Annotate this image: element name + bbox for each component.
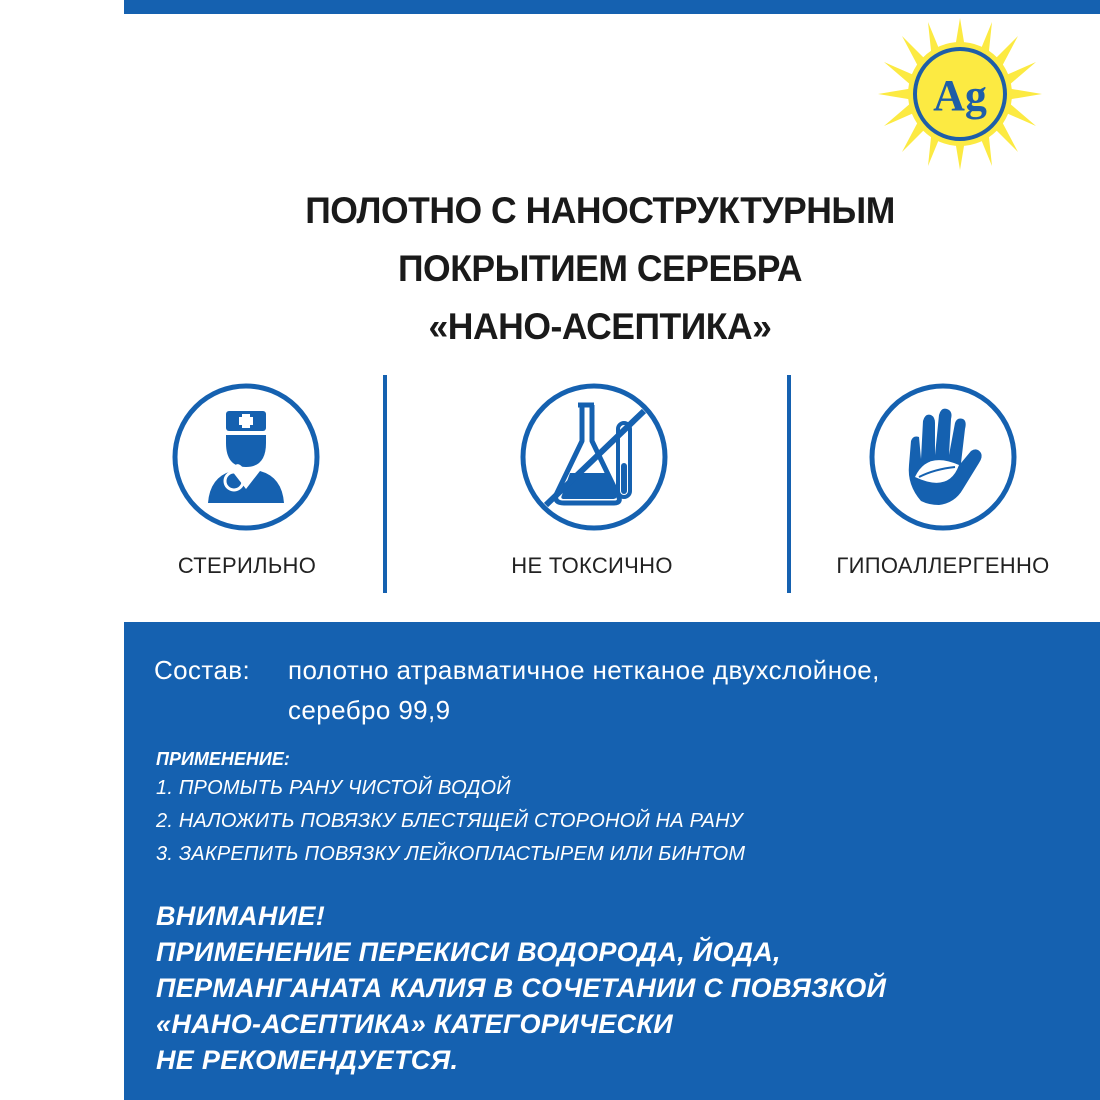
title-line-3: «НАНО-АСЕПТИКА» [428,306,772,347]
product-title [143,182,1057,356]
feature-divider [787,375,791,593]
title-line-2: ПОКРЫТИЕМ СЕРЕБРА [397,248,803,289]
warning-title: ВНИМАНИЕ! [156,901,326,931]
left-margin [0,0,124,1100]
composition-text [288,650,1058,730]
doctor-icon [170,381,322,533]
feature-label-sterile: СТЕРИЛЬНО [177,553,317,578]
usage-step-2: 2. НАЛОЖИТЬ ПОВЯЗКУ БЛЕСТЯЩЕЙ СТОРОНОЙ НА РАНУ [156,810,743,832]
warning-line-4: НЕ РЕКОМЕНДУЕТСЯ. [156,1045,459,1075]
usage-title: ПРИМЕНЕНИЕ: [156,749,290,769]
composition-line-2: серебро 99,9 [288,695,451,725]
feature-label-nontoxic: НЕ ТОКСИЧНО [511,553,673,578]
usage-step-1: 1. ПРОМЫТЬ РАНУ ЧИСТОЙ ВОДОЙ [156,777,511,799]
title-line-1: ПОЛОТНО С НАНОСТРУКТУРНЫМ [305,190,895,231]
feature-divider [383,375,387,593]
usage-block [156,746,745,871]
no-chemicals-icon [518,381,670,533]
badge-symbol: Ag [933,71,987,120]
warning-block [156,898,886,1078]
feature-label-hypoallergenic: ГИПОАЛЛЕРГЕННО [836,553,1050,578]
composition-label: Состав: [154,655,251,685]
warning-line-3: «НАНО-АСЕПТИКА» КАТЕГОРИЧЕСКИ [156,1009,673,1039]
warning-line-1: ПРИМЕНЕНИЕ ПЕРЕКИСИ ВОДОРОДА, ЙОДА, [156,937,781,967]
hand-leaf-icon [867,381,1019,533]
warning-line-2: ПЕРМАНГАНАТА КАЛИЯ В СОЧЕТАНИИ С ПОВЯЗКОЙ [156,973,887,1003]
composition-line-1: полотно атравматичное нетканое двухслойное, [288,655,880,685]
usage-step-3: 3. ЗАКРЕПИТЬ ПОВЯЗКУ ЛЕЙКОПЛАСТЫРЕМ ИЛИ БИНТОМ [156,843,746,865]
sun-icon [870,14,1050,174]
